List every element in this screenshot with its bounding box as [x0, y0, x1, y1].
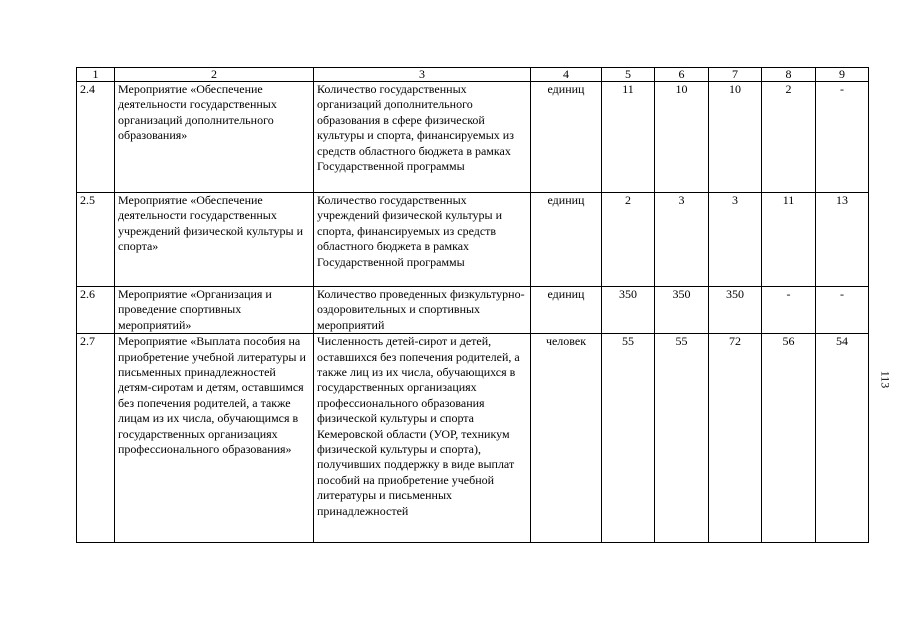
row-number: 2.6 [77, 287, 115, 334]
unit-cell: единиц [531, 193, 602, 287]
value-cell-6: 3 [655, 193, 709, 287]
unit-cell: единиц [531, 287, 602, 334]
measure-cell: Мероприятие «Обеспечение деятельности государственных организаций дополнительного образования» [115, 82, 314, 193]
value-cell-7: 10 [709, 82, 762, 193]
value-cell-7: 72 [709, 334, 762, 543]
value-cell-8: 11 [762, 193, 816, 287]
indicator-cell: Количество государственных учреждений физической культуры и спорта, финансируемых из средств областного бюджета в рамках Государственной программы [314, 193, 531, 287]
value-cell-8: 2 [762, 82, 816, 193]
measure-cell: Мероприятие «Обеспечение деятельности государственных учреждений физической культуры и спорта» [115, 193, 314, 287]
header-col-1: 1 [77, 68, 115, 82]
measure-cell: Мероприятие «Организация и проведение спортивных мероприятий» [115, 287, 314, 334]
value-cell-7: 3 [709, 193, 762, 287]
header-col-9: 9 [816, 68, 869, 82]
header-row [77, 68, 869, 82]
header-col-7: 7 [709, 68, 762, 82]
header-col-3: 3 [314, 68, 531, 82]
page-number: 113 [878, 370, 893, 389]
value-cell-9: - [816, 82, 869, 193]
indicator-cell: Количество проведенных физкультурно-оздоровительных и спортивных мероприятий [314, 287, 531, 334]
table-row [77, 193, 869, 287]
value-cell-5: 350 [602, 287, 655, 334]
header-col-6: 6 [655, 68, 709, 82]
value-cell-7: 350 [709, 287, 762, 334]
measure-cell: Мероприятие «Выплата пособия на приобретение учебной литературы и письменных принадлежностей детям-сиротам и детям, оставшимся без попечения родителей, а также лицам из их числа, обучающимся в государственных организациях профессионального образования» [115, 334, 314, 543]
row-number: 2.4 [77, 82, 115, 193]
value-cell-5: 55 [602, 334, 655, 543]
table-row [77, 82, 869, 193]
value-cell-9: 13 [816, 193, 869, 287]
table-row [77, 287, 869, 334]
value-cell-9: - [816, 287, 869, 334]
header-col-8: 8 [762, 68, 816, 82]
value-cell-9: 54 [816, 334, 869, 543]
header-col-2: 2 [115, 68, 314, 82]
value-cell-5: 11 [602, 82, 655, 193]
value-cell-8: 56 [762, 334, 816, 543]
value-cell-6: 55 [655, 334, 709, 543]
header-col-5: 5 [602, 68, 655, 82]
row-number: 2.7 [77, 334, 115, 543]
unit-cell: единиц [531, 82, 602, 193]
value-cell-6: 350 [655, 287, 709, 334]
indicator-cell: Количество государственных организаций дополнительного образования в сфере физической культуры и спорта, финансируемых из средств областного бюджета в рамках Государственной программы [314, 82, 531, 193]
unit-cell: человек [531, 334, 602, 543]
indicator-table [76, 67, 869, 543]
indicator-cell: Численность детей-сирот и детей, оставшихся без попечения родителей, а также лиц из их числа, обучающихся в государственных организациях профессионального образования физической культуры и спорта Кемеровской области (УОР, техникум физической культуры и спорта), получивших поддержку в виде выплат пособий на приобретение учебной литературы и письменных принадлежностей [314, 334, 531, 543]
header-col-4: 4 [531, 68, 602, 82]
value-cell-5: 2 [602, 193, 655, 287]
value-cell-6: 10 [655, 82, 709, 193]
table-row [77, 334, 869, 543]
row-number: 2.5 [77, 193, 115, 287]
value-cell-8: - [762, 287, 816, 334]
